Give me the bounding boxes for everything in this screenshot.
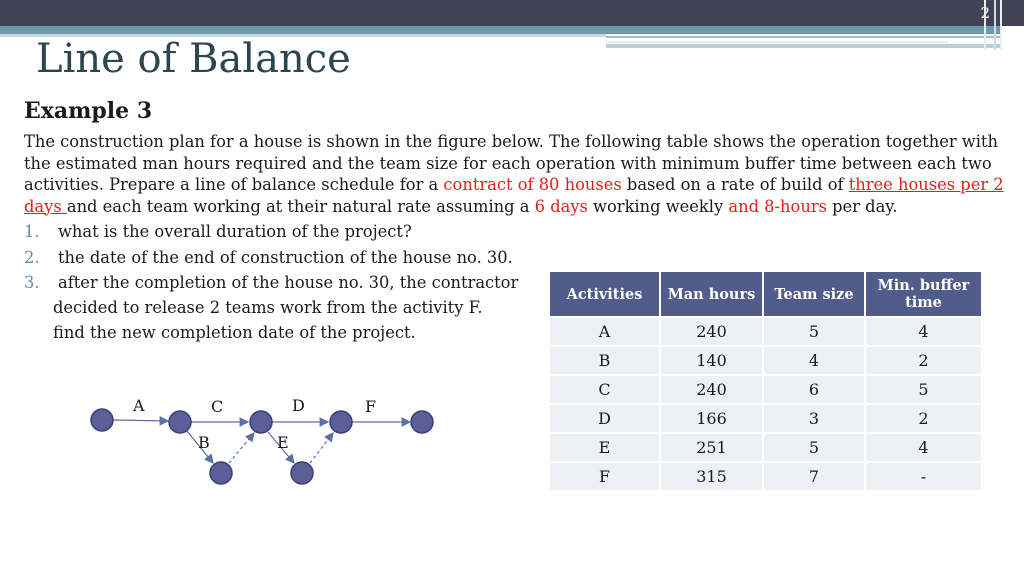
cell-team-size: 5 (764, 434, 864, 461)
question-number: 1. (24, 222, 40, 241)
network-node (91, 409, 113, 431)
table-row (550, 405, 981, 432)
table-row (550, 347, 981, 374)
question-text: the date of the end of construction of the house no. 30. (58, 248, 513, 267)
network-node (330, 411, 352, 433)
cell-man-hours: 240 (661, 376, 762, 403)
problem-text: and each team working at their natural rate assuming a (66, 196, 535, 216)
cell-activity: E (550, 434, 659, 461)
problem-text: working weekly (587, 196, 729, 216)
slide-subtitle: Example 3 (24, 98, 153, 124)
network-node (250, 411, 272, 433)
header-man-hours: Man hours (661, 272, 762, 316)
problem-text: The construction plan for a house is shown in the figure below. The following table shows the operation together with the estimated man hours required and the team size for each operation with minimum buffer time between each two activities. Prepare a line of balance schedule for a (24, 132, 998, 194)
label-d: D (292, 396, 305, 415)
cell-activity: A (550, 318, 659, 345)
label-f: F (365, 397, 377, 416)
page-number: 2 (980, 4, 990, 22)
network-diagram (80, 390, 440, 500)
cell-buffer: 2 (866, 405, 981, 432)
question-item (24, 272, 518, 294)
highlight-hours: and 8-hours (728, 196, 827, 216)
cell-man-hours: 251 (661, 434, 762, 461)
header-team-size: Team size (764, 272, 864, 316)
label-c: C (211, 397, 224, 416)
network-node (291, 462, 313, 484)
cell-man-hours: 240 (661, 318, 762, 345)
highlight-rate: three houses per 2 days (24, 175, 1004, 216)
question-number: 3. (24, 273, 40, 292)
label-b: B (198, 433, 210, 452)
highlight-days: 6 days (534, 196, 588, 216)
table-row (550, 318, 981, 345)
highlight-contract: contract of 80 houses (443, 175, 622, 194)
question-item (24, 247, 513, 269)
cell-buffer: 5 (866, 376, 981, 403)
table-row (550, 434, 981, 461)
decorative-line (606, 44, 1002, 48)
cell-buffer: 4 (866, 434, 981, 461)
network-node (411, 411, 433, 433)
dummy-arrow (310, 433, 333, 463)
cell-buffer: - (866, 463, 981, 490)
decorative-vertical-line (994, 0, 996, 50)
problem-text: per day. (826, 196, 898, 216)
problem-text: based on a rate of build of (621, 175, 849, 194)
arrow-a (113, 420, 168, 421)
cell-man-hours: 315 (661, 463, 762, 490)
problem-statement (24, 131, 1004, 217)
label-a: A (133, 396, 145, 415)
header-min-buffer: Min. buffer time (866, 272, 981, 316)
cell-buffer: 4 (866, 318, 981, 345)
table-row (550, 376, 981, 403)
cell-team-size: 3 (764, 405, 864, 432)
cell-activity: F (550, 463, 659, 490)
header-activities: Activities (550, 272, 659, 316)
cell-team-size: 7 (764, 463, 864, 490)
top-bar (0, 0, 1024, 26)
cell-activity: D (550, 405, 659, 432)
cell-man-hours: 140 (661, 347, 762, 374)
question-number: 2. (24, 248, 40, 267)
question-text: what is the overall duration of the project? (58, 222, 412, 241)
question-continuation: find the new completion date of the project. (53, 323, 416, 342)
cell-man-hours: 166 (661, 405, 762, 432)
activities-table (548, 270, 983, 492)
cell-team-size: 6 (764, 376, 864, 403)
cell-team-size: 5 (764, 318, 864, 345)
question-text: after the completion of the house no. 30, the contractor (58, 273, 519, 292)
decorative-line (606, 41, 948, 43)
decorative-line (606, 36, 1002, 38)
table-row (550, 463, 981, 490)
table-header-row (550, 272, 981, 316)
network-node (169, 411, 191, 433)
network-node (210, 462, 232, 484)
cell-team-size: 4 (764, 347, 864, 374)
slide-title: Line of Balance (36, 36, 351, 82)
cell-activity: C (550, 376, 659, 403)
top-accent-bar (0, 26, 1000, 34)
question-continuation: decided to release 2 teams work from the activity F. (53, 298, 483, 317)
question-item (24, 221, 412, 243)
cell-buffer: 2 (866, 347, 981, 374)
dummy-arrow (229, 433, 254, 463)
cell-activity: B (550, 347, 659, 374)
label-e: E (277, 433, 289, 452)
